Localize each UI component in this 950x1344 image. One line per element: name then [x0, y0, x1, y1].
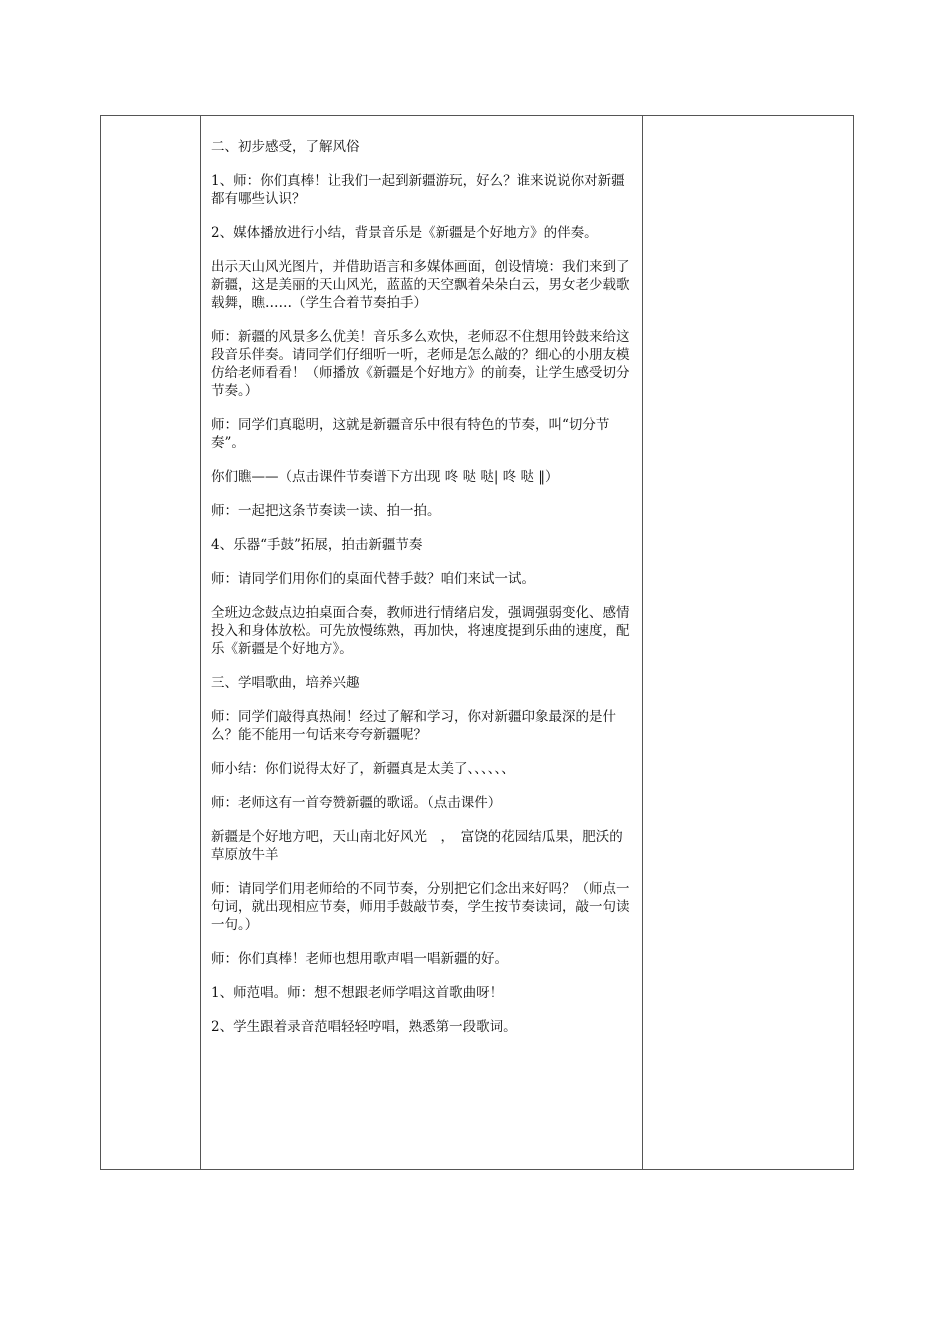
section-heading-2: 二、初步感受，了解风俗	[211, 139, 360, 155]
paragraph: 2、媒体播放进行小结，背景音乐是《新疆是个好地方》的伴奏。	[211, 225, 598, 241]
paragraph: 4、乐器“手鼓”拓展，拍击新疆节奏	[211, 537, 423, 553]
section-heading-3: 三、学唱歌曲，培养兴趣	[211, 675, 360, 691]
rhythm-notation-paragraph: 你们瞧——（点击课件节奏谱下方出现 咚 哒 哒| 咚 哒 ‖）	[211, 469, 559, 485]
right-column-cell	[643, 116, 853, 1169]
paragraph: 师：同学们敲得真热闹！经过了解和学习，你对新疆印象最深的是什么？能不能用一句话来夸夸新疆呢？	[211, 709, 616, 743]
lyrics-paragraph: 新疆是个好地方吧，天山南北好风光 ， 富饶的花园结瓜果，肥沃的草原放牛羊	[211, 829, 623, 863]
paragraph: 师：同学们真聪明，这就是新疆音乐中很有特色的节奏，叫“切分节奏”。	[211, 417, 610, 451]
paragraph: 师：你们真棒！老师也想用歌声唱一唱新疆的好。	[211, 951, 508, 967]
paragraph: 师：老师这有一首夸赞新疆的歌谣。（点击课件）	[211, 795, 502, 811]
paragraph: 师：请同学们用你们的桌面代替手鼓？咱们来试一试。	[211, 571, 535, 587]
paragraph: 1、师：你们真棒！让我们一起到新疆游玩，好么？谁来说说你对新疆都有哪些认识？	[211, 173, 625, 207]
content-cell	[201, 116, 643, 1169]
paragraph: 师：一起把这条节奏读一读、拍一拍。	[211, 503, 441, 519]
left-column-cell	[101, 116, 201, 1169]
lesson-table	[100, 115, 854, 1170]
paragraph: 1、师范唱。师：想不想跟老师学唱这首歌曲呀！	[211, 985, 504, 1001]
paragraph: 师：请同学们用老师给的不同节奏，分别把它们念出来好吗？（师点一句词，就出现相应节奏，师用手鼓敲节奏，学生按节奏读词，敲一句读一句。）	[211, 881, 630, 933]
paragraph: 2、学生跟着录音范唱轻轻哼唱，熟悉第一段歌词。	[211, 1019, 517, 1035]
paragraph: 师小结：你们说得太好了，新疆真是太美了、、、、、、	[211, 761, 515, 777]
paragraph: 全班边念鼓点边拍桌面合奏，教师进行情绪启发，强调强弱变化、感情投入和身体放松。可先放慢练熟，再加快，将速度提到乐曲的速度，配乐《新疆是个好地方》。	[211, 605, 630, 657]
paragraph: 师：新疆的风景多么优美！音乐多么欢快，老师忍不住想用铃鼓来给这段音乐伴奏。请同学们仔细听一听，老师是怎么敲的？细心的小朋友模仿给老师看看！（师播放《新疆是个好地方》的前奏，让学生感受切分节奏。）	[211, 329, 630, 399]
paragraph: 出示天山风光图片，并借助语言和多媒体画面，创设情境：我们来到了新疆，这是美丽的天山风光，蓝蓝的天空飘着朵朵白云，男女老少载歌载舞，瞧……（学生合着节奏拍手）	[211, 259, 630, 311]
